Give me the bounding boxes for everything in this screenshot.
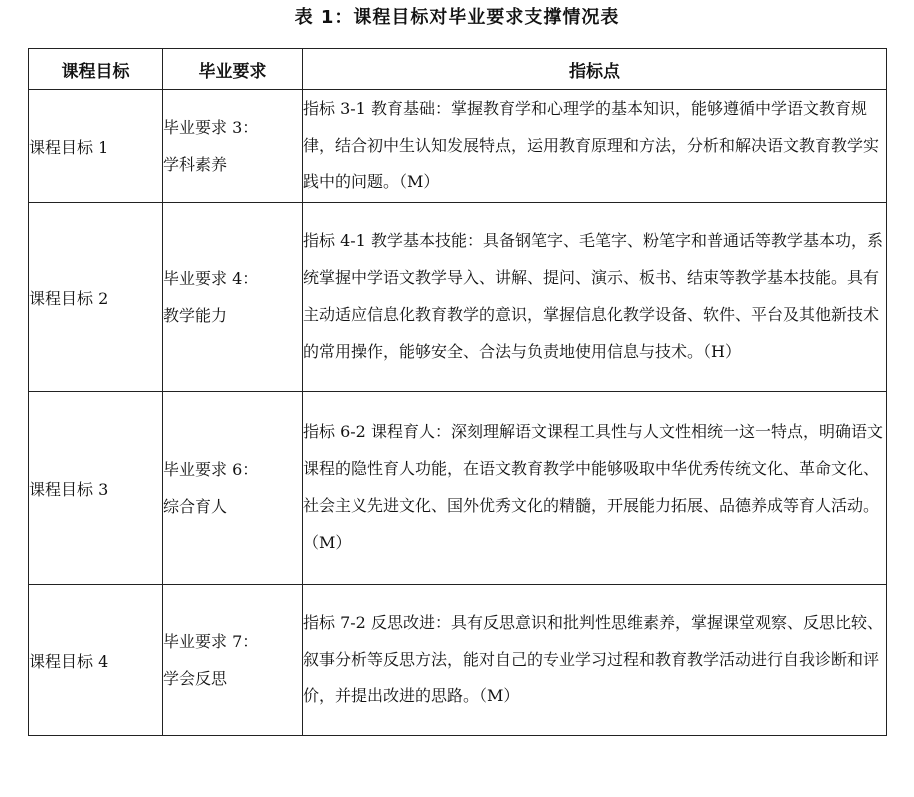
indicator-cell: 指标 7-2 反思改进：具有反思意识和批判性思维素养，掌握课堂观察、反思比较、叙事分析等反思方法，能对自己的专业学习过程和教育教学活动进行自我诊断和评价，并提出改进的思路。（M） bbox=[303, 585, 887, 736]
requirement-title: 毕业要求 6： bbox=[163, 460, 259, 479]
requirement-name: 学科素养 bbox=[163, 155, 228, 174]
requirement-cell bbox=[163, 585, 303, 736]
indicator-cell: 指标 3-1 教育基础：掌握教育学和心理学的基本知识，能够遵循中学语文教育规律，结合初中生认知发展特点，运用教育原理和方法，分析和解决语文教育教学实践中的问题。（M） bbox=[303, 90, 887, 203]
requirement-name: 学会反思 bbox=[163, 669, 228, 688]
table-row bbox=[29, 585, 887, 736]
requirement-name: 教学能力 bbox=[163, 306, 228, 325]
header-requirement: 毕业要求 bbox=[163, 49, 303, 90]
header-goal: 课程目标 bbox=[29, 49, 163, 90]
goal-cell: 课程目标 3 bbox=[29, 392, 163, 585]
requirement-title: 毕业要求 7： bbox=[163, 632, 259, 651]
requirement-title: 毕业要求 4： bbox=[163, 269, 259, 288]
goal-cell: 课程目标 2 bbox=[29, 203, 163, 392]
goal-support-table bbox=[28, 48, 887, 736]
requirement-name: 综合育人 bbox=[163, 497, 228, 516]
requirement-cell bbox=[163, 392, 303, 585]
goal-cell: 课程目标 4 bbox=[29, 585, 163, 736]
indicator-cell: 指标 6-2 课程育人：深刻理解语文课程工具性与人文性相统一这一特点，明确语文课程的隐性育人功能，在语文教育教学中能够吸取中华优秀传统文化、革命文化、社会主义先进文化、国外优秀文化的精髓，开展能力拓展、品德养成等育人活动。（M） bbox=[303, 392, 887, 585]
goal-cell: 课程目标 1 bbox=[29, 90, 163, 203]
table-caption: 表 1：课程目标对毕业要求支撑情况表 bbox=[294, 7, 620, 28]
header-row bbox=[29, 49, 887, 90]
requirement-title: 毕业要求 3： bbox=[163, 118, 259, 137]
table-row bbox=[29, 392, 887, 585]
table-row bbox=[29, 90, 887, 203]
requirement-cell bbox=[163, 90, 303, 203]
table-row bbox=[29, 203, 887, 392]
requirement-cell bbox=[163, 203, 303, 392]
indicator-cell: 指标 4-1 教学基本技能：具备钢笔字、毛笔字、粉笔字和普通话等教学基本功，系统掌握中学语文教学导入、讲解、提问、演示、板书、结束等教学基本技能。具有主动适应信息化教育教学的意识，掌握信息化教学设备、软件、平台及其他新技术的常用操作，能够安全、合法与负责地使用信息与技术。（H） bbox=[303, 203, 887, 392]
header-indicator: 指标点 bbox=[303, 49, 887, 90]
